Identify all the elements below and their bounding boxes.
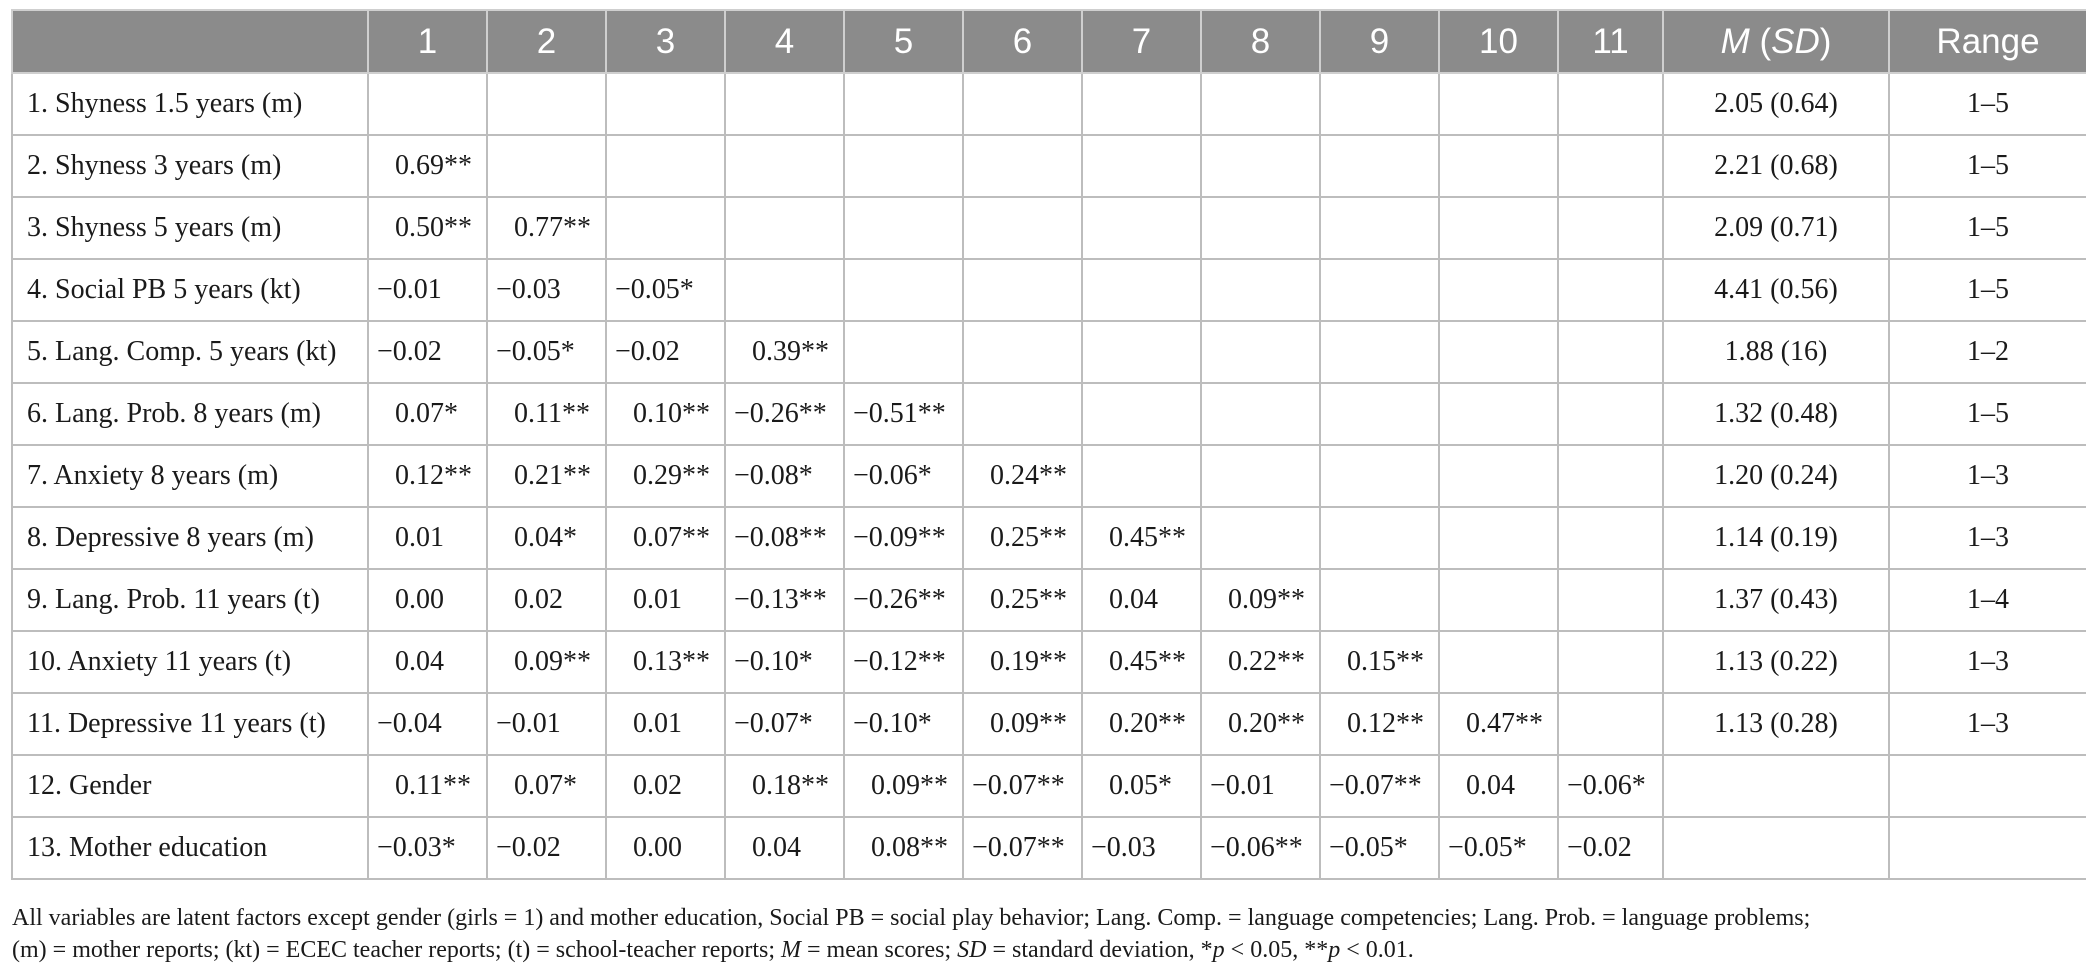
correlation-cell <box>844 135 963 197</box>
header-col-1: 1 <box>368 10 487 73</box>
correlation-cell: 0.04 <box>1439 755 1558 817</box>
table-row <box>12 135 2086 197</box>
row-label: 4. Social PB 5 years (kt) <box>12 259 368 321</box>
range-cell <box>1889 817 2086 879</box>
range-cell: 1–5 <box>1889 259 2086 321</box>
footnote-sd-symbol: SD <box>957 937 987 963</box>
correlation-cell: −0.02 <box>368 321 487 383</box>
header-sd-symbol: SD <box>1771 21 1820 61</box>
correlation-cell: 0.11** <box>368 755 487 817</box>
correlation-cell: 0.07** <box>606 507 725 569</box>
header-col-4: 4 <box>725 10 844 73</box>
footnote-text-d: < 0.05, ** <box>1224 937 1329 963</box>
footnote-text-c: = standard deviation, * <box>986 937 1213 963</box>
mean-sd-cell: 1.20 (0.24) <box>1663 445 1889 507</box>
correlation-cell <box>1082 135 1201 197</box>
correlation-cell <box>1558 259 1663 321</box>
correlation-cell: −0.51** <box>844 383 963 445</box>
correlation-cell <box>844 197 963 259</box>
correlation-cell <box>725 73 844 135</box>
correlation-cell: −0.07** <box>1320 755 1439 817</box>
correlation-cell: 0.07* <box>368 383 487 445</box>
table-row <box>12 817 2086 879</box>
correlation-cell: 0.09** <box>487 631 606 693</box>
correlation-cell: −0.05* <box>1439 817 1558 879</box>
correlation-cell: −0.02 <box>606 321 725 383</box>
footnote-p-symbol-1: p <box>1212 937 1225 963</box>
row-label: 9. Lang. Prob. 11 years (t) <box>12 569 368 631</box>
header-col-7: 7 <box>1082 10 1201 73</box>
correlation-cell: 0.39** <box>725 321 844 383</box>
correlation-cell <box>1201 321 1320 383</box>
header-col-5: 5 <box>844 10 963 73</box>
correlation-cell <box>1558 383 1663 445</box>
mean-sd-cell: 4.41 (0.56) <box>1663 259 1889 321</box>
range-cell: 1–3 <box>1889 631 2086 693</box>
correlation-cell: −0.03 <box>487 259 606 321</box>
correlation-cell: 0.69** <box>368 135 487 197</box>
correlation-cell: 0.09** <box>963 693 1082 755</box>
range-cell: 1–3 <box>1889 445 2086 507</box>
correlation-cell <box>1558 197 1663 259</box>
mean-sd-cell: 1.14 (0.19) <box>1663 507 1889 569</box>
row-label: 10. Anxiety 11 years (t) <box>12 631 368 693</box>
header-col-8: 8 <box>1201 10 1320 73</box>
correlation-cell <box>1201 73 1320 135</box>
footnote-text-e: < 0.01. <box>1340 937 1414 963</box>
header-col-6: 6 <box>963 10 1082 73</box>
correlation-cell <box>1320 73 1439 135</box>
correlation-cell: 0.24** <box>963 445 1082 507</box>
correlation-cell <box>1439 259 1558 321</box>
correlation-cell: 0.00 <box>606 817 725 879</box>
correlation-cell: 0.01 <box>606 693 725 755</box>
header-col-3: 3 <box>606 10 725 73</box>
correlation-cell <box>844 321 963 383</box>
header-variable <box>12 10 368 73</box>
correlation-cell: −0.07** <box>963 817 1082 879</box>
row-label: 5. Lang. Comp. 5 years (kt) <box>12 321 368 383</box>
correlation-cell <box>487 73 606 135</box>
table-row <box>12 259 2086 321</box>
correlation-cell <box>606 73 725 135</box>
correlation-cell: 0.04 <box>368 631 487 693</box>
correlation-cell <box>1558 321 1663 383</box>
correlation-cell <box>1320 383 1439 445</box>
row-label: 13. Mother education <box>12 817 368 879</box>
correlation-cell: 0.01 <box>368 507 487 569</box>
header-range: Range <box>1889 10 2086 73</box>
correlation-cell <box>844 259 963 321</box>
correlation-cell: 0.25** <box>963 507 1082 569</box>
correlation-cell: −0.04 <box>368 693 487 755</box>
correlation-cell <box>1558 569 1663 631</box>
mean-sd-cell: 2.05 (0.64) <box>1663 73 1889 135</box>
correlation-cell <box>1439 321 1558 383</box>
correlation-cell <box>1201 507 1320 569</box>
correlation-cell: −0.03* <box>368 817 487 879</box>
correlation-cell <box>1082 445 1201 507</box>
correlation-cell: −0.01 <box>368 259 487 321</box>
correlation-cell <box>963 383 1082 445</box>
correlation-cell: −0.05* <box>1320 817 1439 879</box>
table-row <box>12 197 2086 259</box>
row-label: 6. Lang. Prob. 8 years (m) <box>12 383 368 445</box>
correlation-cell <box>1439 135 1558 197</box>
correlation-cell: −0.06** <box>1201 817 1320 879</box>
correlation-cell <box>1082 383 1201 445</box>
correlation-cell <box>1082 197 1201 259</box>
correlation-cell <box>1439 445 1558 507</box>
correlation-cell <box>1320 569 1439 631</box>
range-cell: 1–5 <box>1889 135 2086 197</box>
correlation-cell: −0.06* <box>844 445 963 507</box>
correlation-cell <box>1082 73 1201 135</box>
correlation-cell: −0.02 <box>487 817 606 879</box>
correlation-cell: −0.26** <box>725 383 844 445</box>
correlation-cell: −0.12** <box>844 631 963 693</box>
correlation-cell: 0.18** <box>725 755 844 817</box>
range-cell: 1–2 <box>1889 321 2086 383</box>
correlation-cell <box>1320 321 1439 383</box>
correlation-cell: 0.22** <box>1201 631 1320 693</box>
row-label: 7. Anxiety 8 years (m) <box>12 445 368 507</box>
correlation-cell <box>844 73 963 135</box>
correlation-cell: 0.15** <box>1320 631 1439 693</box>
correlation-cell: −0.01 <box>487 693 606 755</box>
correlation-cell: 0.29** <box>606 445 725 507</box>
correlation-cell <box>1201 197 1320 259</box>
correlation-cell <box>1439 631 1558 693</box>
table-row <box>12 755 2086 817</box>
correlation-cell <box>963 73 1082 135</box>
correlation-cell: −0.03 <box>1082 817 1201 879</box>
correlation-cell <box>963 259 1082 321</box>
range-cell: 1–5 <box>1889 73 2086 135</box>
correlation-cell <box>1320 259 1439 321</box>
correlation-cell: −0.13** <box>725 569 844 631</box>
correlation-cell: −0.01 <box>1201 755 1320 817</box>
correlation-cell: −0.05* <box>487 321 606 383</box>
correlation-cell <box>1320 445 1439 507</box>
correlation-cell: −0.10* <box>844 693 963 755</box>
mean-sd-cell: 1.13 (0.22) <box>1663 631 1889 693</box>
correlation-cell: −0.05* <box>606 259 725 321</box>
range-cell: 1–5 <box>1889 383 2086 445</box>
table-row <box>12 383 2086 445</box>
correlation-cell <box>1439 383 1558 445</box>
mean-sd-cell: 1.37 (0.43) <box>1663 569 1889 631</box>
correlation-cell: −0.08** <box>725 507 844 569</box>
header-col-11: 11 <box>1558 10 1663 73</box>
table-row <box>12 693 2086 755</box>
table-row <box>12 569 2086 631</box>
mean-sd-cell: 2.09 (0.71) <box>1663 197 1889 259</box>
correlation-cell <box>1082 321 1201 383</box>
row-label: 11. Depressive 11 years (t) <box>12 693 368 755</box>
correlation-cell <box>1201 445 1320 507</box>
mean-sd-cell <box>1663 817 1889 879</box>
table-footnote <box>12 902 2076 966</box>
correlation-cell <box>487 135 606 197</box>
table-row <box>12 73 2086 135</box>
correlation-cell <box>1558 135 1663 197</box>
header-mean-sd: M (SD) <box>1663 10 1889 73</box>
correlation-cell <box>1558 631 1663 693</box>
table-row <box>12 321 2086 383</box>
correlation-cell <box>963 197 1082 259</box>
header-col-9: 9 <box>1320 10 1439 73</box>
correlation-cell <box>1558 693 1663 755</box>
range-cell: 1–4 <box>1889 569 2086 631</box>
correlation-cell <box>1201 259 1320 321</box>
correlation-cell <box>368 73 487 135</box>
correlation-cell <box>725 197 844 259</box>
table-row <box>12 507 2086 569</box>
correlation-cell: 0.11** <box>487 383 606 445</box>
mean-sd-cell <box>1663 755 1889 817</box>
correlation-cell: −0.07** <box>963 755 1082 817</box>
row-label: 1. Shyness 1.5 years (m) <box>12 73 368 135</box>
row-label: 2. Shyness 3 years (m) <box>12 135 368 197</box>
correlation-cell: 0.01 <box>606 569 725 631</box>
mean-sd-cell: 1.13 (0.28) <box>1663 693 1889 755</box>
correlation-cell <box>606 197 725 259</box>
correlation-cell: 0.25** <box>963 569 1082 631</box>
header-col-10: 10 <box>1439 10 1558 73</box>
correlation-cell <box>1320 507 1439 569</box>
correlation-cell <box>1439 73 1558 135</box>
header-col-2: 2 <box>487 10 606 73</box>
correlation-cell: −0.02 <box>1558 817 1663 879</box>
table-row <box>12 445 2086 507</box>
correlation-cell: 0.21** <box>487 445 606 507</box>
correlation-cell: 0.10** <box>606 383 725 445</box>
range-cell: 1–5 <box>1889 197 2086 259</box>
correlation-cell <box>1558 507 1663 569</box>
correlation-cell: 0.02 <box>487 569 606 631</box>
correlation-cell: 0.09** <box>844 755 963 817</box>
table-row <box>12 631 2086 693</box>
correlation-cell <box>963 321 1082 383</box>
correlation-cell: 0.07* <box>487 755 606 817</box>
correlation-cell: 0.00 <box>368 569 487 631</box>
correlation-cell <box>1439 507 1558 569</box>
correlation-cell: 0.02 <box>606 755 725 817</box>
correlation-cell <box>1082 259 1201 321</box>
correlation-cell: 0.04 <box>725 817 844 879</box>
correlation-cell: −0.10* <box>725 631 844 693</box>
header-row <box>12 10 2086 73</box>
correlation-cell: 0.13** <box>606 631 725 693</box>
row-label: 3. Shyness 5 years (m) <box>12 197 368 259</box>
footnote-p-symbol-2: p <box>1328 937 1341 963</box>
correlation-cell: −0.08* <box>725 445 844 507</box>
correlation-cell: 0.45** <box>1082 631 1201 693</box>
mean-sd-cell: 2.21 (0.68) <box>1663 135 1889 197</box>
correlation-cell: 0.05* <box>1082 755 1201 817</box>
range-cell: 1–3 <box>1889 507 2086 569</box>
correlation-cell: −0.09** <box>844 507 963 569</box>
correlation-cell: 0.19** <box>963 631 1082 693</box>
header-mean-symbol: M <box>1720 21 1750 61</box>
correlation-cell: 0.47** <box>1439 693 1558 755</box>
correlation-cell: 0.04 <box>1082 569 1201 631</box>
correlation-table <box>11 9 2086 880</box>
correlation-cell: 0.20** <box>1082 693 1201 755</box>
correlation-cell <box>606 135 725 197</box>
correlation-cell <box>725 259 844 321</box>
correlation-cell: −0.07* <box>725 693 844 755</box>
footnote-m-symbol: M <box>781 937 802 963</box>
correlation-cell <box>1558 445 1663 507</box>
correlation-cell <box>1320 197 1439 259</box>
correlation-cell: −0.26** <box>844 569 963 631</box>
footnote-text-a: (m) = mother reports; (kt) = ECEC teacher reports; (t) = school-teacher reports; <box>12 937 782 963</box>
row-label: 12. Gender <box>12 755 368 817</box>
correlation-cell: 0.77** <box>487 197 606 259</box>
correlation-cell: 0.09** <box>1201 569 1320 631</box>
correlation-cell <box>1201 383 1320 445</box>
correlation-cell <box>1320 135 1439 197</box>
row-label: 8. Depressive 8 years (m) <box>12 507 368 569</box>
footnote-text-b: = mean scores; <box>801 937 958 963</box>
correlation-cell <box>1558 73 1663 135</box>
correlation-cell: 0.20** <box>1201 693 1320 755</box>
correlation-cell <box>1201 135 1320 197</box>
correlation-cell <box>963 135 1082 197</box>
correlation-cell <box>1439 569 1558 631</box>
correlation-cell: 0.50** <box>368 197 487 259</box>
correlation-cell: 0.12** <box>1320 693 1439 755</box>
range-cell <box>1889 755 2086 817</box>
correlation-cell: 0.04* <box>487 507 606 569</box>
correlation-cell: 0.08** <box>844 817 963 879</box>
range-cell: 1–3 <box>1889 693 2086 755</box>
footnote-line-1: All variables are latent factors except gender (girls = 1) and mother education, Social PB = social play behavior; Lang. Comp. = language competencies; Lang. Prob. = language problems; <box>12 905 1811 931</box>
mean-sd-cell: 1.88 (16) <box>1663 321 1889 383</box>
correlation-cell: 0.45** <box>1082 507 1201 569</box>
mean-sd-cell: 1.32 (0.48) <box>1663 383 1889 445</box>
correlation-cell <box>725 135 844 197</box>
correlation-cell: 0.12** <box>368 445 487 507</box>
correlation-cell <box>1439 197 1558 259</box>
correlation-cell: −0.06* <box>1558 755 1663 817</box>
